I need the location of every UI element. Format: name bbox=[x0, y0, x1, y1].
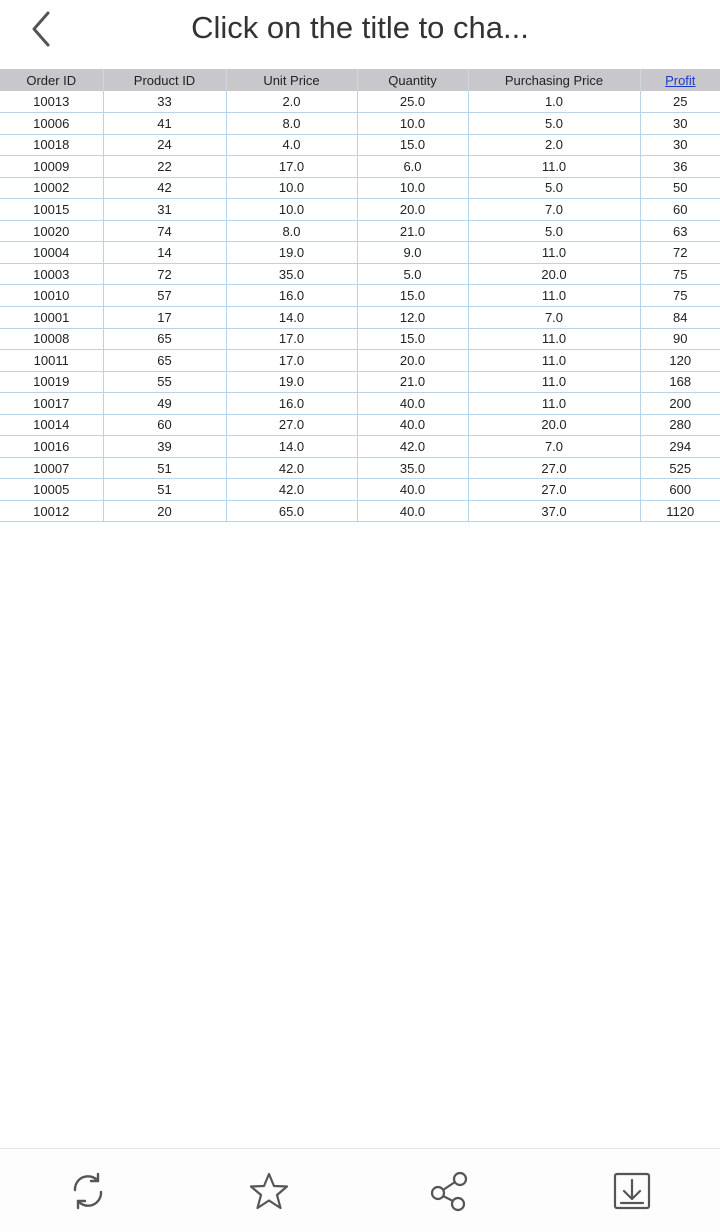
table-cell: 39 bbox=[103, 436, 226, 458]
table-row[interactable] bbox=[0, 328, 720, 350]
table-cell: 10002 bbox=[0, 177, 103, 199]
table-row[interactable] bbox=[0, 156, 720, 178]
table-cell: 5.0 bbox=[357, 263, 468, 285]
table-cell: 11.0 bbox=[468, 371, 640, 393]
share-icon bbox=[428, 1170, 470, 1212]
table-cell: 10020 bbox=[0, 220, 103, 242]
table-row[interactable] bbox=[0, 414, 720, 436]
table-cell: 36 bbox=[640, 156, 720, 178]
table-cell: 11.0 bbox=[468, 156, 640, 178]
table-cell: 10005 bbox=[0, 479, 103, 501]
table-cell: 10001 bbox=[0, 306, 103, 328]
table-cell: 41 bbox=[103, 113, 226, 135]
table-cell: 600 bbox=[640, 479, 720, 501]
table-cell: 120 bbox=[640, 350, 720, 372]
table-cell: 5.0 bbox=[468, 113, 640, 135]
table-cell: 35.0 bbox=[357, 457, 468, 479]
table-cell: 40.0 bbox=[357, 414, 468, 436]
table-cell: 11.0 bbox=[468, 350, 640, 372]
table-cell: 12.0 bbox=[357, 306, 468, 328]
column-header-order-id[interactable]: Order ID bbox=[0, 69, 103, 91]
table-cell: 15.0 bbox=[357, 134, 468, 156]
table-row[interactable] bbox=[0, 479, 720, 501]
table-cell: 21.0 bbox=[357, 371, 468, 393]
table-cell: 42.0 bbox=[357, 436, 468, 458]
table-cell: 10013 bbox=[0, 91, 103, 113]
table-cell: 8.0 bbox=[226, 220, 357, 242]
table-row[interactable] bbox=[0, 350, 720, 372]
table-cell: 84 bbox=[640, 306, 720, 328]
table-cell: 15.0 bbox=[357, 328, 468, 350]
table-cell: 75 bbox=[640, 285, 720, 307]
table-cell: 17.0 bbox=[226, 350, 357, 372]
table-header-row bbox=[0, 69, 720, 91]
table-row[interactable] bbox=[0, 242, 720, 264]
table-cell: 19.0 bbox=[226, 371, 357, 393]
table-cell: 10014 bbox=[0, 414, 103, 436]
table-cell: 2.0 bbox=[226, 91, 357, 113]
table-cell: 10011 bbox=[0, 350, 103, 372]
table-cell: 200 bbox=[640, 393, 720, 415]
table-cell: 11.0 bbox=[468, 328, 640, 350]
table-cell: 10006 bbox=[0, 113, 103, 135]
table-cell: 10.0 bbox=[357, 113, 468, 135]
column-header-unit-price[interactable]: Unit Price bbox=[226, 69, 357, 91]
page-title[interactable]: Click on the title to cha... bbox=[191, 10, 529, 45]
table-cell: 60 bbox=[103, 414, 226, 436]
table-cell: 7.0 bbox=[468, 199, 640, 221]
table-cell: 6.0 bbox=[357, 156, 468, 178]
table-cell: 22 bbox=[103, 156, 226, 178]
download-icon bbox=[611, 1170, 653, 1212]
table-row[interactable] bbox=[0, 500, 720, 522]
table-cell: 10012 bbox=[0, 500, 103, 522]
refresh-button[interactable] bbox=[66, 1169, 110, 1213]
table-cell: 75 bbox=[640, 263, 720, 285]
data-table bbox=[0, 69, 720, 522]
table-cell: 14.0 bbox=[226, 306, 357, 328]
table-cell: 10009 bbox=[0, 156, 103, 178]
table-cell: 33 bbox=[103, 91, 226, 113]
table-cell: 25.0 bbox=[357, 91, 468, 113]
table-row[interactable] bbox=[0, 371, 720, 393]
table-cell: 11.0 bbox=[468, 242, 640, 264]
refresh-icon bbox=[67, 1170, 109, 1212]
bottom-toolbar bbox=[0, 1148, 720, 1232]
table-cell: 65 bbox=[103, 350, 226, 372]
table-cell: 20 bbox=[103, 500, 226, 522]
table-cell: 10003 bbox=[0, 263, 103, 285]
table-cell: 20.0 bbox=[357, 350, 468, 372]
table-cell: 40.0 bbox=[357, 500, 468, 522]
favorite-button[interactable] bbox=[247, 1169, 291, 1213]
table-cell: 10007 bbox=[0, 457, 103, 479]
table-cell: 42.0 bbox=[226, 457, 357, 479]
table-cell: 27.0 bbox=[226, 414, 357, 436]
table-cell: 17.0 bbox=[226, 328, 357, 350]
table-cell: 8.0 bbox=[226, 113, 357, 135]
table-cell: 16.0 bbox=[226, 285, 357, 307]
table-cell: 10.0 bbox=[226, 177, 357, 199]
table-cell: 21.0 bbox=[357, 220, 468, 242]
column-header-profit[interactable]: Profit bbox=[640, 69, 720, 91]
table-cell: 40.0 bbox=[357, 393, 468, 415]
table-cell: 5.0 bbox=[468, 220, 640, 242]
table-row[interactable] bbox=[0, 285, 720, 307]
table-cell: 17 bbox=[103, 306, 226, 328]
table-cell: 525 bbox=[640, 457, 720, 479]
table-cell: 42.0 bbox=[226, 479, 357, 501]
table-cell: 10008 bbox=[0, 328, 103, 350]
table-cell: 280 bbox=[640, 414, 720, 436]
table-cell: 10018 bbox=[0, 134, 103, 156]
table-cell: 19.0 bbox=[226, 242, 357, 264]
table-cell: 10019 bbox=[0, 371, 103, 393]
table-row[interactable] bbox=[0, 199, 720, 221]
table-cell: 7.0 bbox=[468, 436, 640, 458]
table-cell: 90 bbox=[640, 328, 720, 350]
table-cell: 5.0 bbox=[468, 177, 640, 199]
table-cell: 51 bbox=[103, 479, 226, 501]
table-cell: 11.0 bbox=[468, 285, 640, 307]
table-cell: 9.0 bbox=[357, 242, 468, 264]
table-cell: 20.0 bbox=[357, 199, 468, 221]
table-cell: 49 bbox=[103, 393, 226, 415]
table-cell: 10.0 bbox=[226, 199, 357, 221]
table-cell: 35.0 bbox=[226, 263, 357, 285]
table-cell: 1.0 bbox=[468, 91, 640, 113]
table-cell: 15.0 bbox=[357, 285, 468, 307]
table-cell: 63 bbox=[640, 220, 720, 242]
table-cell: 74 bbox=[103, 220, 226, 242]
table-cell: 10010 bbox=[0, 285, 103, 307]
table-cell: 30 bbox=[640, 113, 720, 135]
table-cell: 72 bbox=[640, 242, 720, 264]
table-cell: 11.0 bbox=[468, 393, 640, 415]
table-cell: 40.0 bbox=[357, 479, 468, 501]
table-cell: 72 bbox=[103, 263, 226, 285]
table-cell: 51 bbox=[103, 457, 226, 479]
table-row[interactable] bbox=[0, 220, 720, 242]
table-cell: 294 bbox=[640, 436, 720, 458]
table-cell: 37.0 bbox=[468, 500, 640, 522]
table-row[interactable] bbox=[0, 134, 720, 156]
table-row[interactable] bbox=[0, 436, 720, 458]
table-cell: 14 bbox=[103, 242, 226, 264]
table-row[interactable] bbox=[0, 393, 720, 415]
table-body bbox=[0, 91, 720, 522]
table-row[interactable] bbox=[0, 91, 720, 113]
table-cell: 10017 bbox=[0, 393, 103, 415]
table-row[interactable] bbox=[0, 457, 720, 479]
table-cell: 24 bbox=[103, 134, 226, 156]
share-button[interactable] bbox=[427, 1169, 471, 1213]
table-cell: 10016 bbox=[0, 436, 103, 458]
table-row[interactable] bbox=[0, 177, 720, 199]
table-cell: 65 bbox=[103, 328, 226, 350]
table-row[interactable] bbox=[0, 113, 720, 135]
table-cell: 57 bbox=[103, 285, 226, 307]
column-header-product-id[interactable]: Product ID bbox=[103, 69, 226, 91]
table-cell: 4.0 bbox=[226, 134, 357, 156]
table-cell: 55 bbox=[103, 371, 226, 393]
table-cell: 10.0 bbox=[357, 177, 468, 199]
star-icon bbox=[248, 1170, 290, 1212]
table-cell: 10015 bbox=[0, 199, 103, 221]
table-cell: 10004 bbox=[0, 242, 103, 264]
download-button[interactable] bbox=[610, 1169, 654, 1213]
table-cell: 42 bbox=[103, 177, 226, 199]
table-cell: 50 bbox=[640, 177, 720, 199]
table-cell: 30 bbox=[640, 134, 720, 156]
table-cell: 1120 bbox=[640, 500, 720, 522]
column-header-quantity[interactable]: Quantity bbox=[357, 69, 468, 91]
table-cell: 168 bbox=[640, 371, 720, 393]
table-cell: 14.0 bbox=[226, 436, 357, 458]
table-cell: 16.0 bbox=[226, 393, 357, 415]
table-cell: 17.0 bbox=[226, 156, 357, 178]
table-row[interactable] bbox=[0, 263, 720, 285]
data-table-container bbox=[0, 69, 720, 522]
table-cell: 7.0 bbox=[468, 306, 640, 328]
table-cell: 27.0 bbox=[468, 457, 640, 479]
table-row[interactable] bbox=[0, 306, 720, 328]
table-cell: 25 bbox=[640, 91, 720, 113]
table-cell: 2.0 bbox=[468, 134, 640, 156]
table-cell: 20.0 bbox=[468, 414, 640, 436]
table-cell: 27.0 bbox=[468, 479, 640, 501]
column-header-purchasing-price[interactable]: Purchasing Price bbox=[468, 69, 640, 91]
nav-header bbox=[0, 0, 720, 58]
table-cell: 20.0 bbox=[468, 263, 640, 285]
table-cell: 65.0 bbox=[226, 500, 357, 522]
table-cell: 60 bbox=[640, 199, 720, 221]
table-cell: 31 bbox=[103, 199, 226, 221]
